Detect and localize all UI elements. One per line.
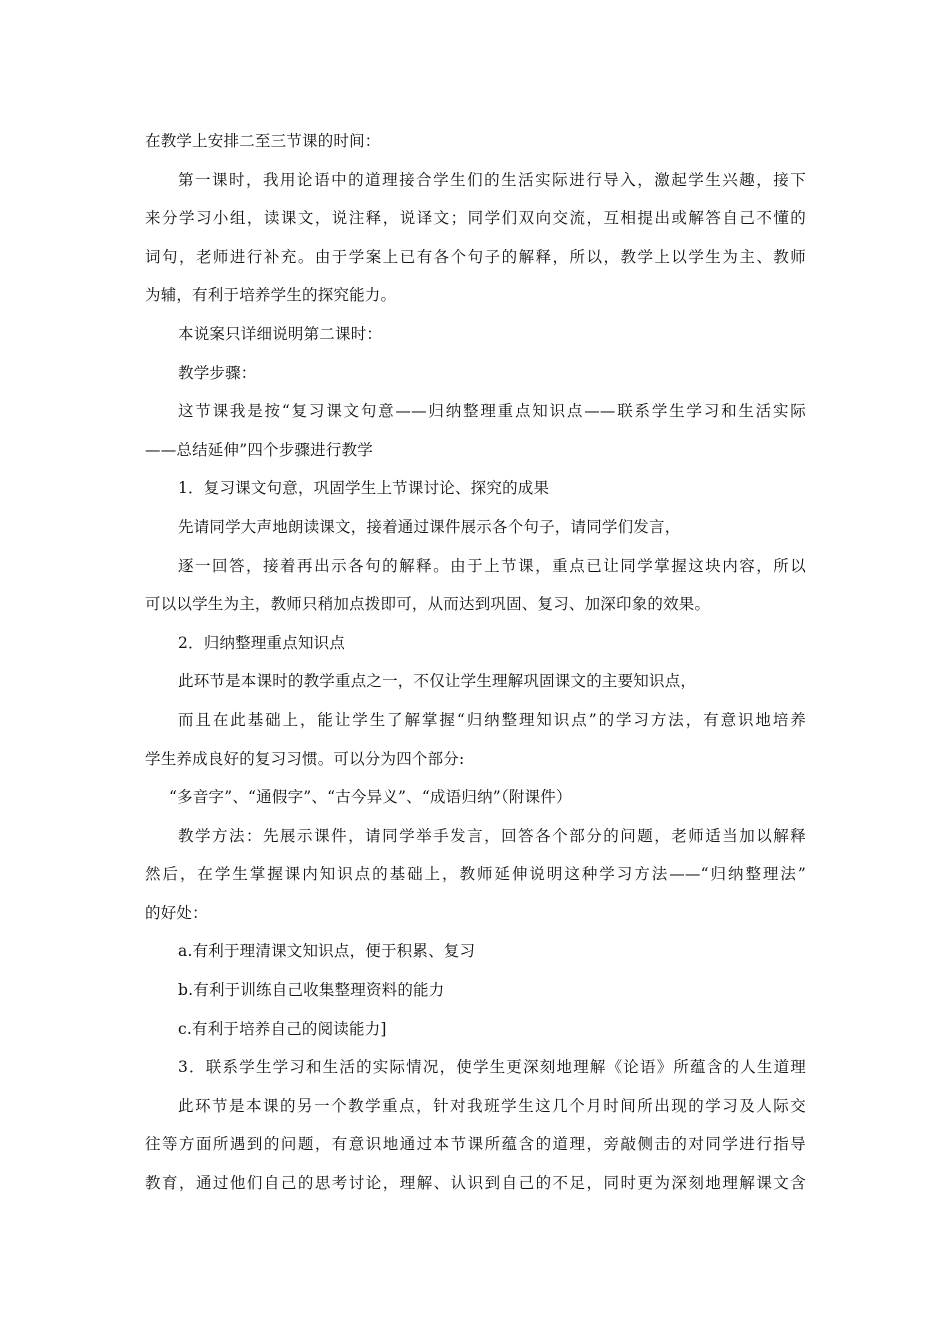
paragraph (145, 315, 806, 354)
text-line: 先请同学大声地朗读课文，接着通过课件展示各个句子，请同学们发言， (178, 517, 681, 536)
text-line: 教学方法：先展示课件，请同学举手发言，回答各个部分的问题，老师适当加以解释 (178, 826, 806, 845)
list-item (145, 1010, 806, 1049)
text-line: 词句，老师进行补充。由于学案上已有各个句子的解释，所以，教学上以学生为主、教师 (145, 247, 806, 266)
section-heading (145, 1048, 806, 1087)
text-line: 在教学上安排二至三节课的时间： (145, 132, 381, 150)
text-line: 学生养成良好的复习习惯。可以分为四个部分: (145, 749, 465, 768)
section-heading (145, 624, 806, 663)
text-line: 逐一回答，接着再出示各句的解释。由于上节课，重点已让同学掌握这块内容，所以 (178, 556, 806, 575)
text-line: 往等方面所遇到的问题，有意识地通过本节课所蕴含的道理，旁敲侧击的对同学进行指导 (145, 1135, 806, 1154)
text-line: 2．归纳整理重点知识点 (178, 633, 346, 652)
paragraph (145, 354, 806, 393)
text-line: 3．联系学生学习和生活的实际情况，使学生更深刻地理解《论语》所蕴含的人生道理 (178, 1058, 806, 1077)
text-line: 的好处： (145, 903, 208, 922)
text-line: 来分学习小组，读课文，说注释，说译文；同学们双向交流，互相提出或解答自己不懂的 (145, 209, 806, 228)
paragraph (145, 122, 806, 161)
paragraph (145, 778, 806, 817)
text-line: c.有利于培养自己的阅读能力] (178, 1019, 387, 1038)
text-line: 教育，通过他们自己的思考讨论，理解、认识到自己的不足，同时更为深刻地理解课文含 (145, 1174, 806, 1193)
text-line: a.有利于理清课文知识点，便于积累、复习 (178, 942, 476, 961)
paragraph (145, 161, 806, 315)
text-line: 本说案只详细说明第二课时： (178, 324, 383, 343)
text-line: 教学步骤： (178, 363, 257, 382)
paragraph (145, 817, 806, 933)
paragraph (145, 547, 806, 624)
document-body (145, 122, 806, 1203)
paragraph (145, 662, 806, 701)
text-line: 此环节是本课时的教学重点之一，不仅让学生理解巩固课文的主要知识点， (178, 672, 697, 691)
paragraph (145, 1087, 806, 1203)
text-line: ——总结延伸”四个步骤进行教学 (145, 440, 373, 459)
text-line: “多音字”、“通假字”、“古今异义”、“成语归纳”（附课件） (169, 788, 572, 807)
text-line: 然后，在学生掌握课内知识点的基础上，教师延伸说明这种学习方法——“归纳整理法” (145, 865, 806, 884)
list-item (145, 932, 806, 971)
paragraph (145, 701, 806, 778)
text-line: 可以以学生为主，教师只稍加点拨即可，从而达到巩固、复习、加深印象的效果。 (145, 595, 711, 614)
text-line: 1．复习课文句意，巩固学生上节课讨论、探究的成果 (178, 479, 550, 498)
text-line: 这节课我是按“复习课文句意——归纳整理重点知识点——联系学生学习和生活实际 (178, 402, 806, 421)
text-line: 而且在此基础上，能让学生了解掌握“归纳整理知识点”的学习方法，有意识地培养 (178, 710, 806, 729)
text-line: 为辅，有利于培养学生的探究能力。 (145, 286, 397, 305)
paragraph (145, 392, 806, 469)
text-line: 此环节是本课的另一个教学重点，针对我班学生这几个月时间所出现的学习及人际交 (178, 1096, 806, 1115)
list-item (145, 971, 806, 1010)
paragraph (145, 508, 806, 547)
text-line: 第一课时，我用论语中的道理接合学生们的生活实际进行导入，激起学生兴趣，接下 (178, 170, 806, 189)
section-heading (145, 469, 806, 508)
text-line: b.有利于训练自己收集整理资料的能力 (178, 981, 445, 1000)
